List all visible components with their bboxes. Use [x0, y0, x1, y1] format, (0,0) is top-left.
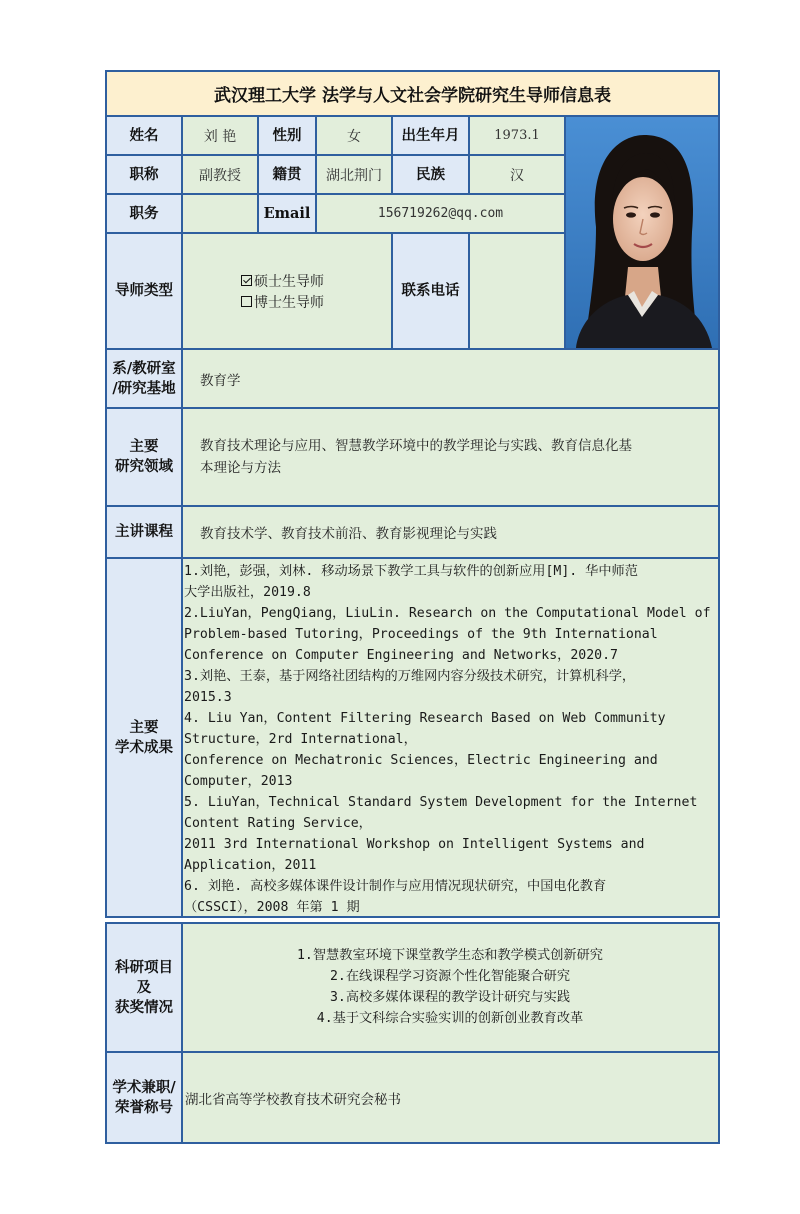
- tutor-option-master[interactable]: [241, 270, 324, 291]
- honors-value: 湖北省高等学校教育技术研究会秘书: [181, 1051, 720, 1144]
- portrait-image: [566, 117, 718, 348]
- courses-value: 教育技术学、教育技术前沿、教育影视理论与实践: [181, 505, 720, 559]
- tutor-type-options: [181, 232, 393, 350]
- name-value: 刘 艳: [181, 115, 259, 156]
- achievement-item: 1.刘艳，彭强，刘林. 移动场景下教学工具与软件的创新应用[M]. 华中师范 大学出版社，2019.8: [184, 564, 638, 600]
- form-title: 武汉理工大学 法学与人文社会学院研究生导师信息表: [105, 70, 720, 117]
- ethnicity-value: 汉: [468, 154, 566, 195]
- native-value: 湖北荆门: [315, 154, 393, 195]
- project-item: 3.高校多媒体课程的教学设计研究与实践: [329, 990, 571, 1005]
- portrait-photo: [564, 115, 720, 350]
- tutor-option-master-label: 硕士生导师: [254, 273, 324, 290]
- honors-label: 学术兼职/ 荣誉称号: [105, 1051, 183, 1144]
- email-value: 156719262@qq.com: [315, 193, 566, 234]
- ethnicity-label: 民族: [391, 154, 470, 195]
- achievement-item: 5. LiuYan，Technical Standard System Development for the Internet Content Rating Service， 2011 3rd International Workshop on Intelligent Systems and Application，2011: [184, 795, 698, 873]
- projects-list: [181, 922, 720, 1053]
- achievement-item: 2.LiuYan，PengQiang，LiuLin. Research on the Computational Model of Problem-based Tutoring，Proceedings of the 9th International Conference on Computer Engineering and Networks，2020.7: [184, 606, 711, 663]
- native-label: 籍贯: [257, 154, 317, 195]
- name-label: 姓名: [105, 115, 183, 156]
- department-label: 系/教研室 /研究基地: [105, 348, 183, 409]
- email-label: Email: [257, 193, 317, 234]
- tutor-option-doctoral-label: 博士生导师: [254, 294, 324, 311]
- tutor-type-label: 导师类型: [105, 232, 183, 350]
- phone-label: 联系电话: [391, 232, 470, 350]
- birth-label: 出生年月: [391, 115, 470, 156]
- position-label: 职务: [105, 193, 183, 234]
- courses-label: 主讲课程: [105, 505, 183, 559]
- achievements-label: 主要 学术成果: [105, 557, 183, 918]
- projects-label: 科研项目 及 获奖情况: [105, 922, 183, 1053]
- phone-value: [468, 232, 566, 350]
- title-value: 副教授: [181, 154, 259, 195]
- project-item: 2.在线课程学习资源个性化智能聚合研究: [329, 969, 571, 984]
- project-item: 4.基于文科综合实验实训的创新创业教育改革: [316, 1011, 584, 1026]
- birth-value: 1973.1: [468, 115, 566, 156]
- achievement-item: 3.刘艳、王泰，基于网络社团结构的万维网内容分级技术研究，计算机科学， 2015.3: [184, 669, 636, 705]
- position-value: [181, 193, 259, 234]
- research-value: 教育技术理论与应用、智慧教学环境中的教学理论与实践、教育信息化基 本理论与方法: [181, 407, 720, 507]
- achievement-item: 4. Liu Yan，Content Filtering Research Based on Web Community Structure，2rd International， Conference on Mechatronic Sciences，Electric Engineering and Computer，2013: [184, 711, 666, 789]
- tutor-option-doctoral[interactable]: [241, 291, 324, 312]
- achievement-item: 6. 刘艳. 高校多媒体课件设计制作与应用情况现状研究，中国电化教育 （CSSCI），2008 年第 1 期: [184, 879, 607, 915]
- department-value: 教育学: [181, 348, 720, 409]
- title-label: 职称: [105, 154, 183, 195]
- achievements-list: [181, 557, 720, 918]
- gender-label: 性别: [257, 115, 317, 156]
- project-item: 1.智慧教室环境下课堂教学生态和教学模式创新研究: [296, 948, 603, 963]
- gender-value: 女: [315, 115, 393, 156]
- research-label: 主要 研究领域: [105, 407, 183, 507]
- checkbox-unchecked-icon[interactable]: [241, 296, 252, 307]
- checkbox-checked-icon[interactable]: [241, 275, 252, 286]
